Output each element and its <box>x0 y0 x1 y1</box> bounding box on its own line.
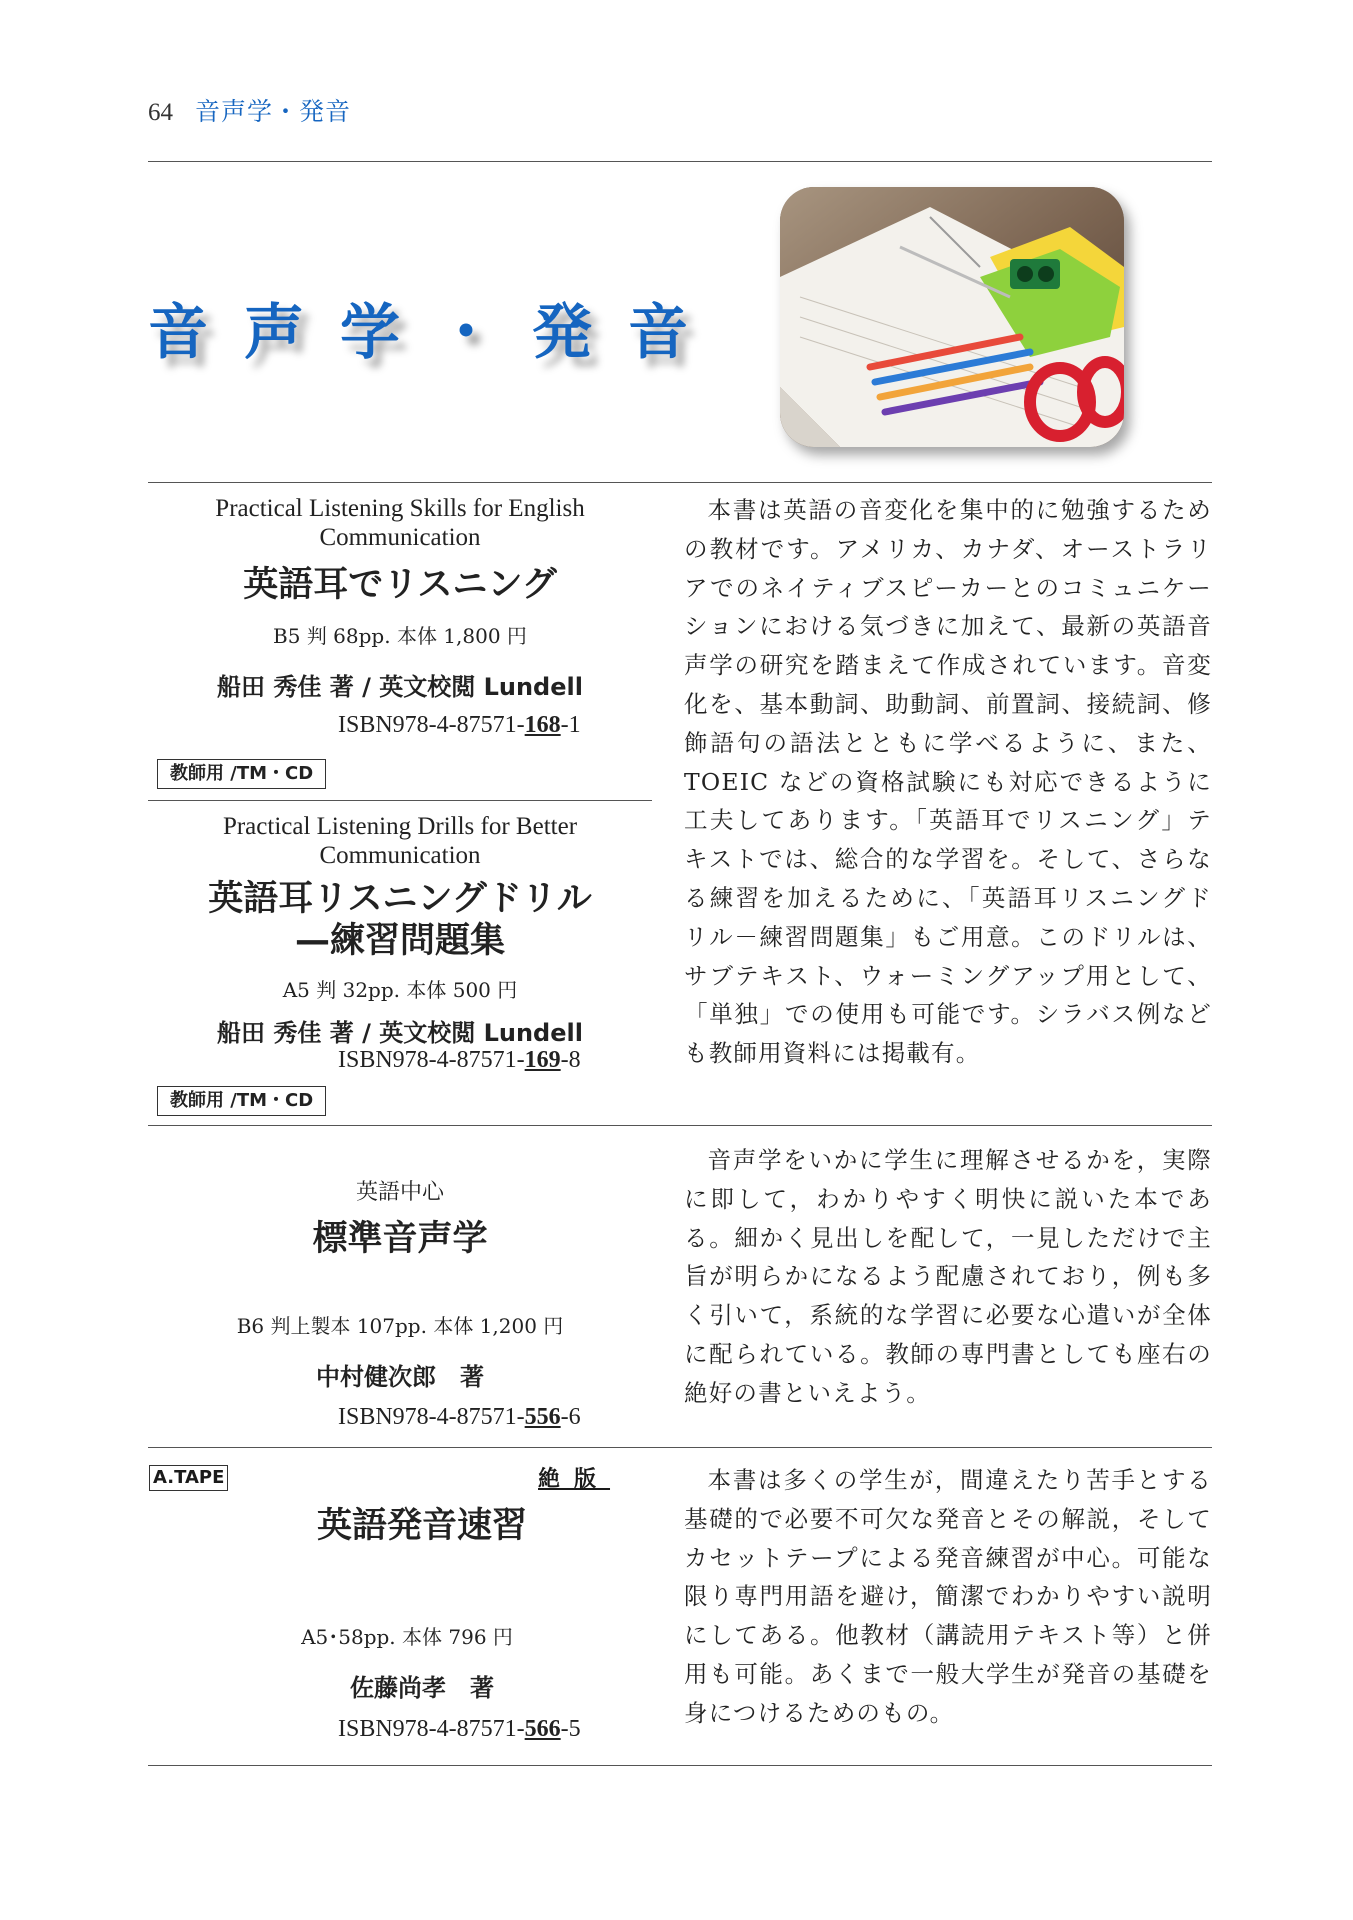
book-2-badge: 教師用 /TM・CD <box>157 1086 326 1116</box>
book-4-author: 佐藤尚孝 著 <box>350 1674 494 1702</box>
book-3-jp-title: 標準音声学 <box>312 1219 488 1259</box>
book-4 <box>170 1505 674 1703</box>
book-2-en-title: Practical Listening Drills for Better Communication <box>222 813 578 869</box>
book-3-isbn: ISBN978-4-87571-556-6 <box>338 1404 581 1430</box>
book-2-isbn: ISBN978-4-87571-169-8 <box>338 1047 581 1073</box>
section-rule-3 <box>148 1447 1212 1448</box>
section-title: 音声学・発音 <box>148 298 724 368</box>
book-2 <box>148 812 652 1048</box>
out-of-print-label: 絶版 <box>538 1467 611 1492</box>
book-2-jp-title-line2: —練習問題集 <box>294 921 505 961</box>
book-4-isbn: ISBN978-4-87571-566-5 <box>338 1716 581 1742</box>
book-1-2-description: 本書は英語の音変化を集中的に勉強するための教材です。アメリカ、カナダ、オーストラリアでのネイティブスピーカーとのコミュニケーションにおける気づきに加えて、最新の英語音声学の研究を踏まえて作成されています。音変化を、基本動詞、助動詞、前置詞、接続詞、修飾語句の語法とともに学べるように、また、TOEIC などの資格試験にも対応できるように工夫してあります。「英語耳でリスニング」テキストでは、総合的な学習を。そして、さらなる練習を加えるために、「英語耳リスニングドリル－練習問題集」もご用意。このドリルは、サブテキスト、ウォーミングアップ用として、「単独」での使用も可能です。シラバス例なども教師用資料には掲載有。 <box>684 496 1212 1068</box>
book-1 <box>148 494 652 702</box>
book-3 <box>148 1175 652 1392</box>
book-2-author: 船田 秀佳 著 / 英文校閲 Lundell <box>217 1019 583 1047</box>
book-4-description: 本書は多くの学生が，間違えたり苦手とする基礎的で必要不可欠な発音とその解説，そしてカセットテープによる発音練習が中心。可能な限り専門用語を避け，簡潔でわかりやすい説明にしてある。他教材（講読用テキスト等）と併用も可能。あくまで一般大学生が発音の基礎を身につけるためのもの。 <box>684 1466 1212 1727</box>
stationery-illustration <box>780 187 1124 447</box>
book-3-subtitle: 英語中心 <box>355 1180 444 1205</box>
book-1-jp-title: 英語耳でリスニング <box>243 565 557 605</box>
book-3-spec: B6 判上製本 107pp. 本体 1,200 円 <box>236 1314 564 1338</box>
book-1-author: 船田 秀佳 著 / 英文校閲 Lundell <box>217 673 583 701</box>
book-3-description: 音声学をいかに学生に理解させるかを，実際に即して，わかりやすく明快に説いた本である。細かく見出しを配して，一見しただけで主旨が明らかになるよう配慮されており，例も多く引いて，系統的な学習に必要な心遣いが全体に配られている。教師の専門書としても座右の絶好の書といえよう。 <box>684 1146 1212 1407</box>
book-2-jp-title-line1: 英語耳リスニングドリル <box>208 879 592 919</box>
book-1-badge: 教師用 /TM・CD <box>157 759 326 789</box>
section-rule-2 <box>148 1125 1212 1126</box>
stationery-photo <box>780 187 1124 447</box>
book-4-spec: A5･58pp. 本体 796 円 <box>301 1625 513 1649</box>
book-1-isbn: ISBN978-4-87571-168-1 <box>338 712 581 738</box>
book-1-spec: B5 判 68pp. 本体 1,800 円 <box>273 624 527 648</box>
section-rule-4 <box>148 1765 1212 1766</box>
page-header <box>148 92 351 128</box>
book-3-author: 中村健次郎 著 <box>316 1363 484 1391</box>
book-divider <box>148 800 652 801</box>
section-name: 音声学・発音 <box>195 97 352 126</box>
section-rule-1 <box>148 482 1212 483</box>
book-4-jp-title: 英語発音速習 <box>316 1506 527 1546</box>
book-1-en-title: Practical Listening Skills for English Communication <box>215 495 585 551</box>
page-number: 64 <box>148 99 173 126</box>
tape-badge: A.TAPE <box>149 1465 228 1491</box>
header-rule <box>148 161 1212 162</box>
book-2-spec: A5 判 32pp. 本体 500 円 <box>282 978 518 1002</box>
